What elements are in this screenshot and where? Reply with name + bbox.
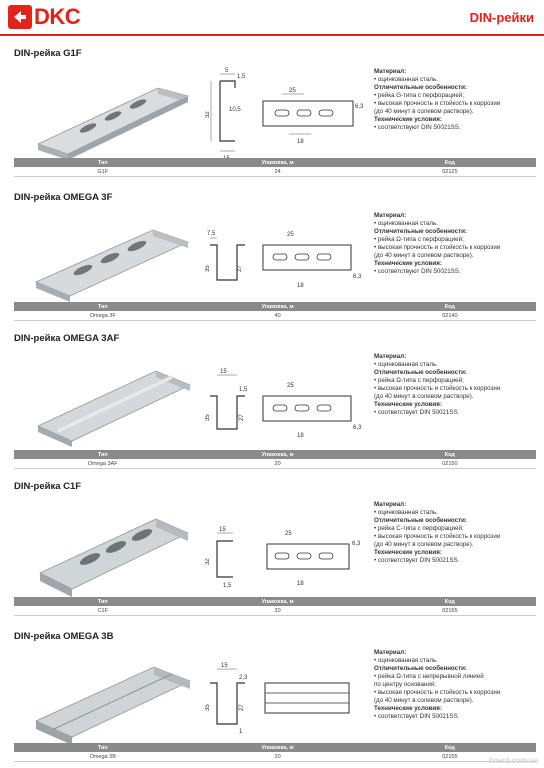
header [0, 0, 544, 34]
dim-label: 1,5 [239, 387, 248, 393]
dim-label: 18 [297, 433, 304, 439]
dim-label: 35 [205, 704, 211, 711]
spec-table: Тип Упаковка, м Код Omega 3F 40 02140 [14, 302, 536, 321]
spec-table: Тип Упаковка, м Код G1F 24 02125 [14, 158, 536, 177]
rail-drawing [205, 210, 370, 315]
rail-photo [28, 66, 198, 166]
section-title: DIN-рейка OMEGA 3F [14, 192, 113, 203]
dim-label: 32 [205, 111, 211, 118]
spec-table: Тип Упаковка, м Код C1F 20 02165 [14, 597, 536, 616]
dim-label: 35 [205, 265, 211, 272]
description: Материал: • оцинкованная сталь. Отличительные особенности: • рейка Ω-типа с перфорацией; • высокая прочность и стойкость к коррозии (до 40 минут в солевом растворе). Технические условия: • соответствует DIN 50021SS. [374, 353, 501, 416]
rail-photo [28, 351, 198, 451]
dim-label: 25 [287, 383, 294, 389]
section-title: DIN-рейка OMEGA 3AF [14, 333, 120, 344]
page-title: DIN-рейки [469, 10, 534, 25]
dim-label: 6,3 [355, 104, 364, 110]
description: Материал: • оцинкованная сталь. Отличительные особенности: • рейка Ω-типа с непрерывной линией по центру основания; • высокая прочность и стойкость к коррозии (до 40 минут в солевом растворе). Технические условия: • соответствует DIN 50021SS. [374, 649, 501, 720]
logo-text: DKC [34, 4, 81, 29]
rail-drawing [205, 351, 370, 456]
dim-label: 6,3 [353, 425, 362, 431]
section-omega-3af [0, 333, 544, 471]
section-title: DIN-рейка G1F [14, 48, 82, 59]
dim-label: 27 [239, 704, 245, 711]
section-title: DIN-рейка C1F [14, 481, 82, 492]
table-row: C1F 20 02165 [14, 606, 536, 616]
dim-label: 15 [219, 527, 226, 533]
dim-label: 32 [205, 558, 211, 565]
table-row: Omega 3F 40 02140 [14, 311, 536, 321]
dim-label: 15 [221, 663, 228, 669]
dim-label: 18 [297, 283, 304, 289]
dkc-logo-icon [8, 5, 32, 29]
dim-label: 18 [297, 581, 304, 587]
dim-label: 35 [205, 414, 211, 421]
dim-label: 1,5 [223, 583, 232, 589]
watermark: board.com.ua [489, 756, 538, 765]
spec-table: Тип Упаковка, м Код Omega 3AF 20 02150 [14, 450, 536, 469]
dim-label: 6,3 [353, 274, 362, 280]
dim-label: 7,5 [207, 231, 216, 237]
rail-drawing [205, 499, 370, 604]
dim-label: 25 [289, 88, 296, 94]
header-divider [0, 34, 544, 36]
spec-table: Тип Упаковка, м Код Omega 3B 20 02155 [14, 743, 536, 762]
dim-label: 25 [287, 232, 294, 238]
rail-photo [28, 499, 198, 599]
section-c1f [0, 481, 544, 619]
dim-label: 10,5 [229, 107, 241, 113]
section-g1f [0, 48, 544, 186]
dim-label: 25 [285, 531, 292, 537]
dim-label: 15 [220, 369, 227, 375]
dim-label: 1,5 [237, 74, 246, 80]
section-omega-3f [0, 192, 544, 330]
table-row: Omega 3AF 20 02150 [14, 459, 536, 469]
section-omega-3b [0, 631, 544, 768]
description: Материал: • оцинкованная сталь. Отличительные особенности: • рейка С-типа с перфорацией; • высокая прочность и стойкость к коррозии (до 40 минут в солевом растворе). Технические условия: • соответствует DIN 50021SS. [374, 501, 501, 564]
dim-label: 1 [239, 729, 243, 735]
table-row: Omega 3B 20 02155 [14, 752, 536, 762]
table-row: G1F 24 02125 [14, 167, 536, 177]
description: Материал: • оцинкованная сталь. Отличительные особенности: • рейка Ω-типа с перфорацией; • высокая прочность и стойкость к коррозии (до 40 минут в солевом растворе). Технические условия: • соответствуют DIN 50021SS. [374, 212, 501, 275]
description: Материал: • оцинкованная сталь. Отличительные особенности: • рейка G-типа с перфорацией; • высокая прочность и стойкость к коррозии (до 40 минут в солевом растворе). Технические условия: • соответствуют DIN 50021SS. [374, 68, 501, 131]
dim-label: 5 [225, 68, 229, 74]
rail-photo [28, 649, 198, 749]
section-title: DIN-рейка OMEGA 3B [14, 631, 114, 642]
dkc-logo [8, 4, 80, 30]
dim-label: 6,3 [352, 541, 361, 547]
rail-photo [28, 210, 198, 310]
dim-label: 18 [297, 139, 304, 145]
rail-drawing [205, 649, 370, 754]
rail-drawing [205, 66, 370, 171]
dim-label: 2,3 [239, 675, 248, 681]
dim-label: 27 [239, 414, 245, 421]
dim-label: 27 [237, 265, 243, 272]
